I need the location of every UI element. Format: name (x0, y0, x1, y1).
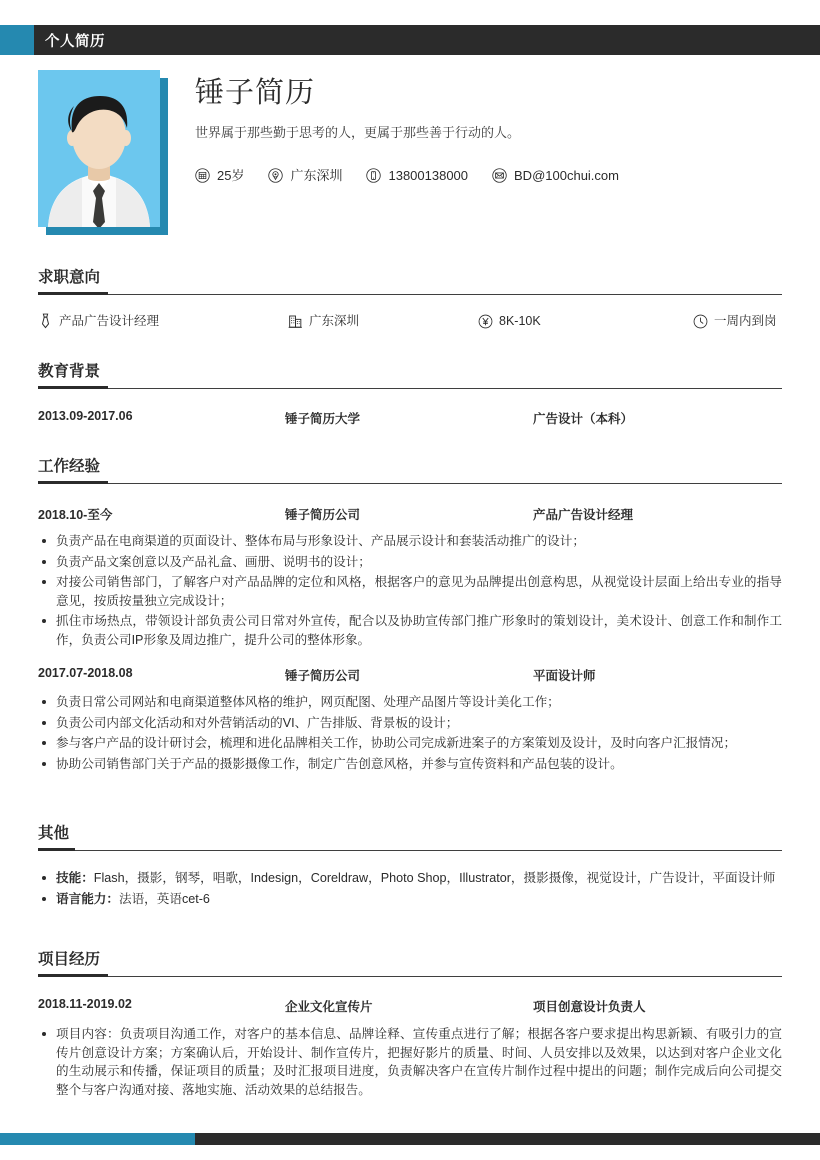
list-item: 负责公司内部文化活动和对外营销活动的VI、广告排版、背景板的设计； (38, 714, 782, 733)
intention-value-city: 广东深圳 (309, 314, 360, 328)
section-header-other (38, 824, 782, 851)
list-item: 项目内容：负责项目沟通工作，对客户的基本信息、品牌诠释、宣传重点进行了解；根据各客户要求提出构思新颖、有吸引力的宣传片创意设计方案；方案确认后，开始设计、制作宣传片，把握好影片的质量、时间、人员安排以及效果，以达到对客户企业文化的生动展示和传播，保证项目的质量；及时汇报项目进度，负责解决客户在宣传片制作过程中提出的问题；制作完成后向公司提交整个与客户沟通对接、落地实施、活动效果的总结报告。 (38, 1025, 782, 1099)
section-title-intention: 求职意向 (38, 269, 101, 286)
work-period: 2017.07-2018.08 (38, 666, 133, 680)
list-item: 协助公司销售部门关于产品的摄影摄像工作，制定广告创意风格，并参与宣传资料和产品包装的设计。 (38, 755, 782, 774)
profile-info (195, 78, 775, 183)
section-rule-strong (38, 481, 108, 484)
project-entry-row (38, 997, 782, 1015)
other-list (38, 869, 782, 908)
footer-bar (0, 1133, 820, 1145)
project-period: 2018.11-2019.02 (38, 997, 132, 1011)
list-item: 参与客户产品的设计研讨会，梳理和进化品牌相关工作，协助公司完成新进案子的方案策划及设计，及时向客户汇报情况； (38, 734, 782, 753)
header-accent-block (0, 25, 34, 55)
intention-value-salary: 8K-10K (499, 314, 541, 328)
language-label: 语言能力： (56, 891, 119, 906)
section-header-work (38, 457, 782, 484)
section-title-other: 其他 (38, 825, 70, 842)
work-role: 产品广告设计经理 (533, 508, 634, 522)
section-header-intention (38, 268, 782, 295)
education-period: 2013.09-2017.06 (38, 409, 133, 423)
section-rule-strong (38, 848, 75, 851)
necktie-icon (38, 313, 53, 329)
section-rule-strong (38, 386, 108, 389)
contact-value-email: BD@100chui.com (514, 168, 619, 184)
education-major: 广告设计（本科） (533, 412, 634, 426)
contact-item-age (195, 168, 244, 183)
work-role: 平面设计师 (533, 669, 596, 683)
intention-item-salary (478, 313, 541, 329)
profile-tagline: 世界属于那些勤于思考的人，更属于那些善于行动的人。 (195, 124, 521, 140)
footer-bar-main (195, 1133, 820, 1145)
intention-row (38, 313, 782, 333)
section-rule (38, 388, 782, 389)
education-school: 锤子简历大学 (285, 412, 361, 426)
contact-item-email (492, 168, 619, 183)
work-company: 锤子简历公司 (285, 508, 361, 522)
profile-name: 锤子简历 (195, 77, 316, 109)
project-name: 企业文化宣传片 (285, 1000, 373, 1014)
work-entry-row (38, 666, 782, 684)
footer-accent-block (0, 1133, 195, 1145)
intention-value-position: 产品广告设计经理 (59, 314, 160, 328)
section-title-education: 教育背景 (38, 363, 101, 380)
project-bullets (38, 1025, 782, 1099)
section-rule (38, 294, 782, 295)
contact-value-location: 广东深圳 (290, 168, 343, 184)
section-rule (38, 976, 782, 977)
section-work (38, 457, 782, 775)
list-item (38, 869, 782, 888)
list-item: 负责日常公司网站和电商渠道整体风格的维护，网页配图、处理产品图片等设计美化工作； (38, 693, 782, 712)
education-entry-row (38, 409, 782, 427)
intention-value-availability: 一周内到岗 (714, 314, 777, 328)
header-bar (0, 25, 820, 55)
section-header-education (38, 362, 782, 389)
work-bullets (38, 532, 782, 649)
contact-value-phone: 13800138000 (388, 168, 469, 184)
contact-row (195, 168, 775, 183)
section-header-project (38, 950, 782, 977)
section-intention (38, 268, 782, 333)
contact-item-phone (366, 168, 468, 183)
section-rule-strong (38, 292, 108, 295)
intention-item-availability (693, 313, 777, 329)
work-period: 2018.10-至今 (38, 508, 113, 522)
work-bullets (38, 693, 782, 773)
clock-icon (693, 314, 708, 329)
calendar-icon (195, 168, 210, 183)
project-role: 项目创意设计负责人 (533, 1000, 646, 1014)
phone-icon (366, 168, 381, 183)
work-company: 锤子简历公司 (285, 669, 361, 683)
yen-circle-icon (478, 314, 493, 329)
list-item: 负责产品在电商渠道的页面设计、整体布局与形象设计、产品展示设计和套装活动推广的设计； (38, 532, 782, 551)
building-icon (288, 313, 303, 329)
contact-item-location (268, 168, 342, 183)
intention-item-city (288, 313, 359, 329)
section-title-project: 项目经历 (38, 951, 101, 968)
section-title-work: 工作经验 (38, 458, 101, 475)
header-title-bar (34, 25, 820, 55)
intention-item-position (38, 313, 159, 329)
skills-label: 技能： (56, 871, 94, 885)
list-item: 对接公司销售部门，了解客户对产品品牌的定位和风格，根据客户的意见为品牌提出创意构思，从视觉设计层面上给出专业的指导意见，按质按量独立完成设计； (38, 573, 782, 610)
work-entry-row (38, 505, 782, 523)
avatar (38, 70, 168, 235)
location-pin-icon (268, 168, 283, 183)
list-item: 抓住市场热点，带领设计部负责公司日常对外宣传，配合以及协助宣传部门推广形象时的策划设计，美术设计、创意工作和制作工作，负责公司IP形象及周边推广，提升公司的整体形象。 (38, 612, 782, 649)
contact-value-age: 25岁 (217, 168, 245, 184)
list-item (38, 890, 782, 909)
section-education (38, 362, 782, 427)
section-project (38, 950, 782, 1101)
section-rule-strong (38, 974, 108, 977)
section-rule (38, 850, 782, 851)
language-value: 法语，英语cet-6 (118, 891, 210, 906)
profile-block (38, 70, 782, 245)
list-item: 负责产品文案创意以及产品礼盒、画册、说明书的设计； (38, 553, 782, 572)
avatar-image (38, 70, 160, 227)
skills-value: Flash，摄影，钢琴，唱歌，Indesign，Coreldraw，Photo Shop，Illustrator，摄影摄像，视觉设计，广告设计，平面设计师 (93, 871, 776, 885)
section-other (38, 824, 782, 910)
section-rule (38, 483, 782, 484)
page-title: 个人简历 (45, 33, 105, 50)
envelope-icon (492, 168, 507, 183)
